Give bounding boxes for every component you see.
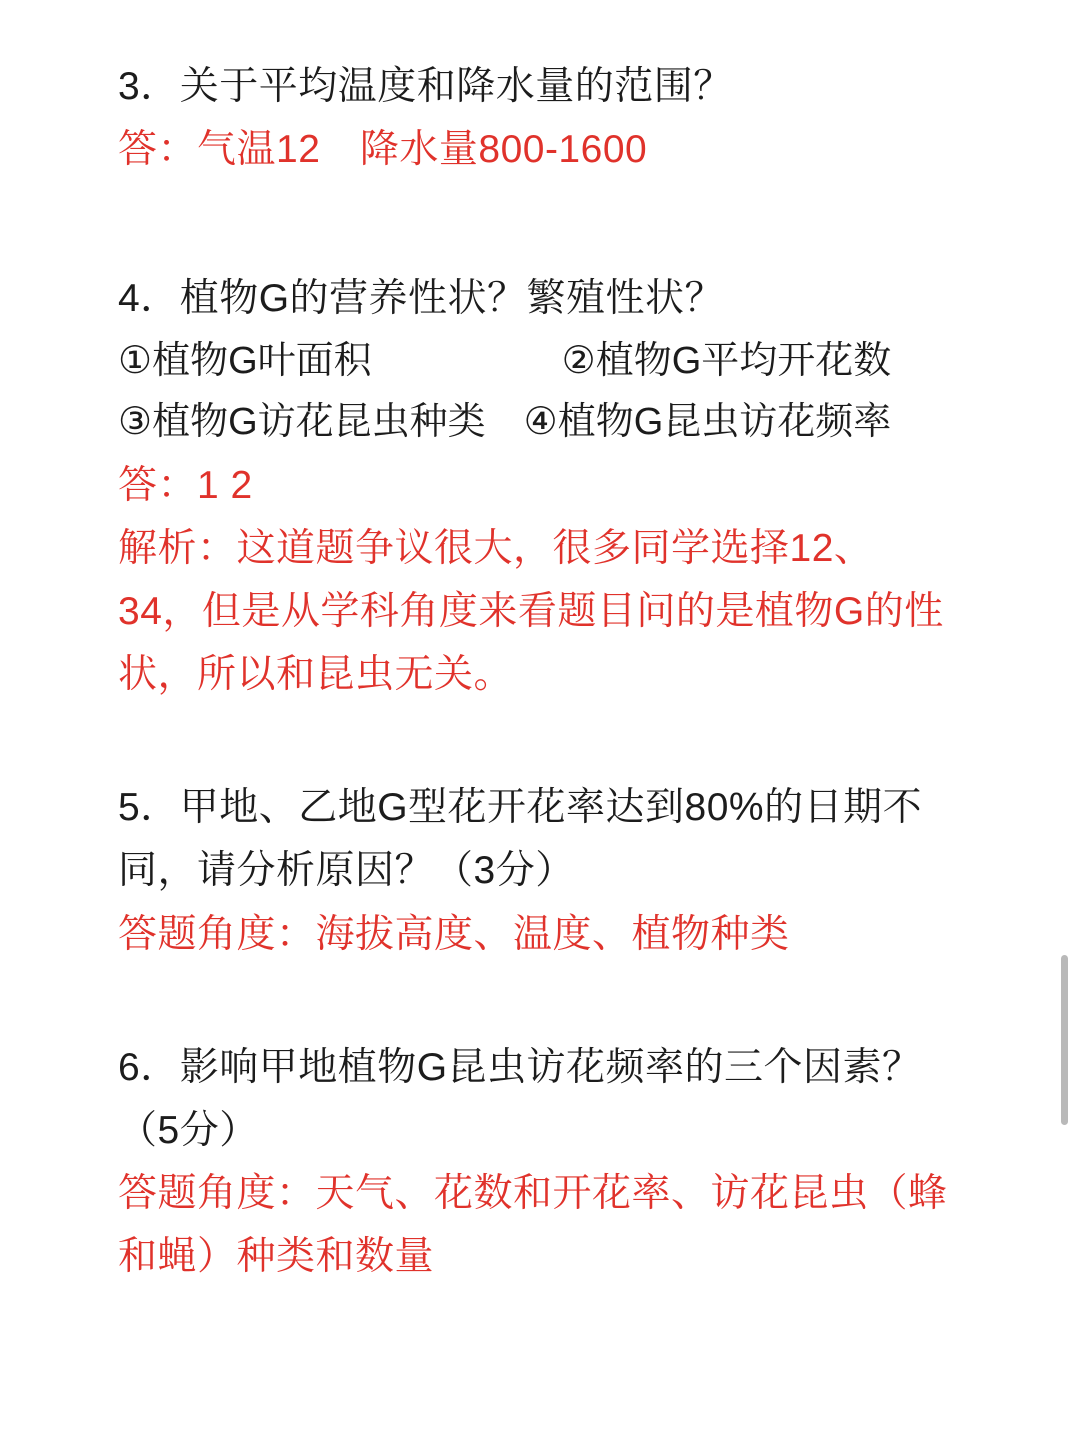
question-3-answer: 答：气温12 降水量800-1600 [118, 128, 648, 172]
question-block-6 [118, 1036, 980, 1289]
question-6-answer-line-1: 答题角度：天气、花数和开花率、访花昆虫（蜂 [118, 1172, 948, 1216]
question-4-analysis-line-1: 解析：这道题争议很大，很多同学选择12、 [118, 526, 874, 570]
question-block-4 [118, 267, 980, 706]
question-5-answer: 答题角度：海拔高度、温度、植物种类 [118, 912, 790, 956]
question-4-answer: 答：1 2 [118, 463, 253, 507]
question-5-prompt-line-2: 同，请分析原因？（3分） [118, 849, 575, 893]
question-4-option-line-1: ①植物G叶面积 ②植物G平均开花数 [118, 339, 892, 382]
question-5-prompt-line-1: 5．甲地、乙地G型花开花率达到80%的日期不 [118, 786, 923, 830]
section-spacer [118, 181, 980, 267]
section-spacer [118, 706, 980, 776]
question-block-3 [118, 55, 980, 181]
scrollbar[interactable] [1061, 955, 1068, 1125]
question-4-option-line-2: ③植物G访花昆虫种类 ④植物G昆虫访花频率 [118, 401, 892, 444]
question-4-analysis-line-3: 状，所以和昆虫无关。 [118, 653, 514, 697]
section-spacer [118, 966, 980, 1036]
question-4-prompt: 4．植物G的营养性状？繁殖性状？ [118, 277, 725, 321]
question-6-prompt-line-1: 6．影响甲地植物G昆虫访花频率的三个因素？ [118, 1045, 922, 1089]
question-4-analysis-line-2: 34，但是从学科角度来看题目问的是植物G的性 [118, 589, 944, 633]
question-6-answer-line-2: 和蝇）种类和数量 [118, 1235, 435, 1279]
question-3-prompt: 3．关于平均温度和降水量的范围？ [118, 65, 733, 108]
question-block-5 [118, 776, 980, 966]
question-6-prompt-line-2: （5分） [118, 1108, 259, 1152]
